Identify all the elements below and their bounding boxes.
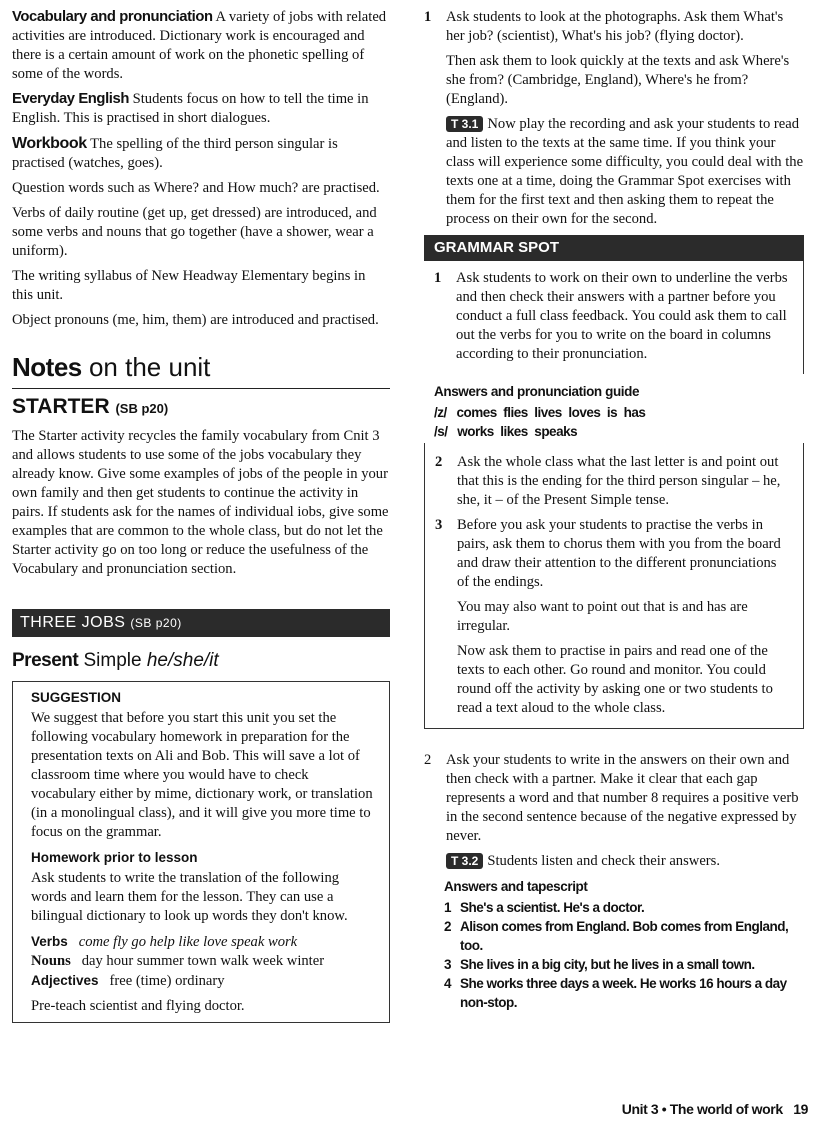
- audio-track-badge-2: T 3.2: [446, 853, 483, 869]
- writing-paragraph: The writing syllabus of New Headway Elementary begins in this unit.: [12, 268, 366, 303]
- everyday-paragraph: [12, 90, 390, 128]
- workbook-paragraph: [12, 134, 390, 173]
- grammar-spot-bar: GRAMMAR SPOT: [424, 235, 804, 261]
- notes-title-bold: Notes: [12, 352, 82, 382]
- gs-item-3-p3: Now ask them to practise in pairs and read one of the texts to each other. Go round and monitor. You could round off the activity by asking one or two students to read a text aloud to the whole class.: [457, 643, 773, 716]
- suggestion-text: We suggest that before you start this unit you set the following vocabulary homework in preparation for the presentation texts on Ali and Bob. This will save a lot of classroom time where you would have to check vocabulary either by mime, dictionary work, or translation (in a monolingual class), and it will give you more time to focus on the grammar.: [31, 710, 373, 840]
- item-1-p1: Ask students to look at the photographs. Ask them What's her job? (scientist), What's his job? (flying doctor).: [446, 9, 784, 44]
- three-jobs-bar: [12, 609, 390, 637]
- gs-item-2: [435, 453, 791, 510]
- vocab-heading: Vocabulary and pronunciation: [12, 9, 213, 25]
- tapescript-line: [444, 898, 804, 917]
- verbs-list: come fly go help like love speak work: [78, 934, 298, 950]
- item-1: [424, 8, 804, 229]
- starter-text: The Starter activity recycles the family vocabulary from Cnit 3 and allows students to use some of the jobs vocabulary they already know. Give some examples of jobs of the people in your own family and then get students to continue the activity in pairs. If students ask for the names of individual iobs, give some examples that are common to the whole class, but do not let the Starter activity go on too long or reduce the usefulness of the Vocabulary and pronunciation section.: [12, 428, 389, 577]
- nouns-label: Nouns: [31, 953, 71, 969]
- tapescript-number: 2: [444, 919, 452, 934]
- gs-item-2-number: 2: [435, 454, 443, 470]
- tapescript-line: [444, 974, 804, 1012]
- present-bold: Present: [12, 650, 79, 671]
- present-rest: Simple: [78, 650, 147, 671]
- verbs-row: [31, 932, 377, 952]
- adj-label: Adjectives: [31, 973, 99, 988]
- everyday-text: Students focus on how to tell the time in English. This is practised in short dialogues.: [12, 91, 369, 126]
- three-jobs-title: THREE JOBS: [20, 614, 126, 631]
- tapescript-number: 3: [444, 957, 452, 972]
- gs-item-1: [434, 269, 791, 364]
- tapescript-text: She lives in a big city, but he lives in a small town.: [460, 957, 755, 972]
- present-heading: [12, 649, 390, 673]
- audio-track-badge: T 3.1: [446, 116, 483, 132]
- tapescript-line: [444, 917, 804, 955]
- vocab-paragraph: [12, 8, 390, 84]
- vocab-text: A variety of jobs with related activities are introduced. Dictionary work is encouraged and there is a certain amount of work on the phonetic spelling of some of the words.: [12, 9, 387, 82]
- everyday-heading: Everyday English: [12, 91, 129, 107]
- suggestion-heading: SUGGESTION: [31, 690, 122, 705]
- title-rule: [12, 388, 390, 389]
- workbook-text: The spelling of the third person singular is practised (watches, goes).: [12, 136, 338, 171]
- tapescript-text: Alison comes from England. Bob comes from England, too.: [460, 919, 789, 953]
- gs-item-2-text: Ask the whole class what the last letter is and point out that this is the ending for the third person singular – he, she, it – of the Present Simple tense.: [457, 454, 781, 508]
- tapescript-line: [444, 955, 804, 974]
- homework-text: Ask students to write the translation of the following words and learn them for the lesson. They can use a bilingual dictionary to look up words they don't know.: [31, 870, 348, 924]
- three-jobs-ref: (SB p20): [130, 616, 182, 630]
- gs-item-1-text: Ask students to work on their own to underline the verbs and then check their answers with a partner before you conduct a full class feedback. You could ask them to call out the verbs for you to write on the board in columns according to their pronunciation.: [456, 270, 788, 362]
- notes-title-rest: on the unit: [81, 352, 211, 382]
- gs-item-3: [435, 516, 791, 718]
- gs-item-1-number: 1: [434, 270, 442, 286]
- answers-heading: Answers and pronunciation guide: [434, 384, 640, 399]
- tapescript-text: She's a scientist. He's a doctor.: [460, 900, 645, 915]
- grammar-spot-box: [424, 261, 804, 374]
- item-1-number: 1: [424, 9, 432, 25]
- item-1-p3: [446, 115, 804, 229]
- item-2-p2: [446, 852, 804, 871]
- item-2-text: Ask your students to write in the answers on their own and then check with a partner. Make it clear that each gap represents a word and that number 8 requires a positive verb in the second sentence because of the negative expressed by never.: [446, 752, 799, 844]
- gs-item-3-p2: You may also want to point out that is and has are irregular.: [457, 599, 748, 634]
- nouns-list: day hour summer town walk week winter: [81, 953, 325, 969]
- workbook-heading: Workbook: [12, 135, 87, 152]
- tapescript-heading: Answers and tapescript: [444, 879, 588, 894]
- item-2-number: 2: [424, 752, 432, 768]
- object-paragraph: Object pronouns (me, him, them) are introduced and practised.: [12, 312, 379, 328]
- preteach-text: Pre-teach scientist and flying doctor.: [31, 998, 245, 1014]
- gs-item-3-number: 3: [435, 517, 443, 533]
- routine-paragraph: Verbs of daily routine (get up, get dressed) are introduced, and some verbs and nouns that go together (have a shower, wear a uniform).: [12, 205, 377, 259]
- tapescript-number: 1: [444, 900, 452, 915]
- suggestion-box: [12, 681, 390, 1023]
- item-1-p2: Then ask them to look quickly at the texts and ask Where's she from? (Cambridge, England), Where's he from? (England).: [446, 53, 790, 107]
- homework-heading: Homework prior to lesson: [31, 850, 198, 865]
- starter-heading: [12, 395, 390, 421]
- nouns-row: [31, 952, 377, 971]
- tapescript-list: [444, 898, 804, 1012]
- answers-z: /z/ comes flies lives loves is has: [434, 405, 646, 420]
- present-italic: he/she/it: [146, 650, 219, 671]
- left-column: [12, 8, 390, 1023]
- answers-s: /s/ works likes speaks: [434, 424, 578, 439]
- right-column: [424, 8, 804, 1012]
- page-footer: Unit 3 • The world of work 19: [621, 1101, 808, 1117]
- verbs-label: Verbs: [31, 934, 68, 949]
- tapescript-text: She works three days a week. He works 16 hours a day non-stop.: [460, 976, 787, 1010]
- pronunciation-answers: [424, 374, 804, 443]
- tapescript: [424, 877, 804, 1012]
- notes-title: [12, 352, 390, 382]
- starter-ref: (SB p20): [115, 401, 169, 416]
- starter-title: STARTER: [12, 395, 110, 418]
- tapescript-number: 4: [444, 976, 452, 991]
- item-2-p2-text: Students listen and check their answers.: [487, 853, 720, 869]
- questions-paragraph: Question words such as Where? and How much? are practised.: [12, 180, 380, 196]
- item-1-p3-text: Now play the recording and ask your students to read and listen to the texts at the same time. If you think your class will experience some difficulty, you could deal with the texts one at a time, doing the Grammar Spot exercises with them for the first text and then asking them to repeat the process on their own for the second.: [446, 116, 804, 227]
- item-2: [424, 751, 804, 871]
- grammar-spot-box-2: [424, 443, 804, 729]
- adj-list: free (time) ordinary: [109, 973, 225, 989]
- adj-row: [31, 971, 377, 991]
- gs-item-3-text: Before you ask your students to practise the verbs in pairs, ask them to chorus them with you from the board and draw their attention to the different pronunciations of the endings.: [457, 517, 781, 590]
